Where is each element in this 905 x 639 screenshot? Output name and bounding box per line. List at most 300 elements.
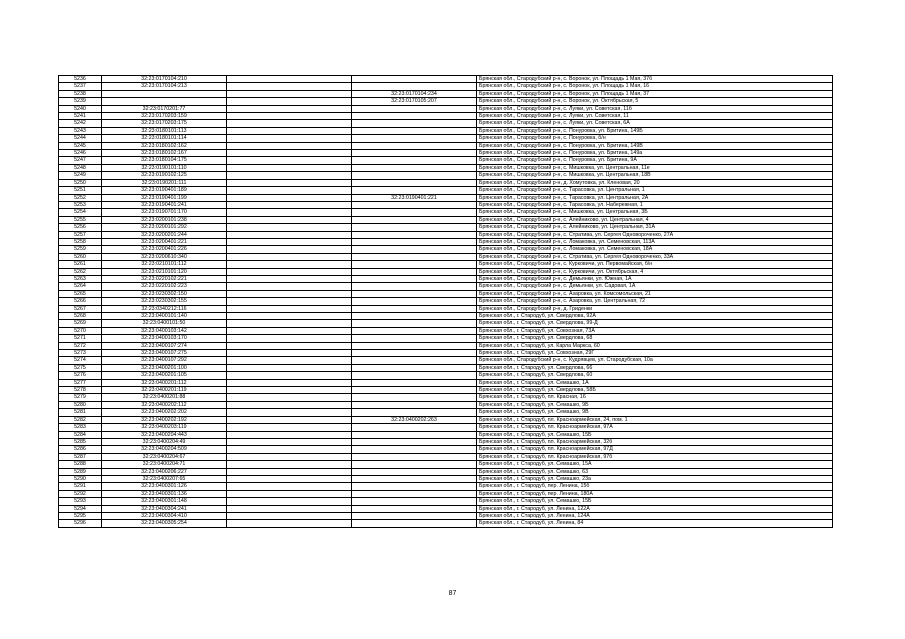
address-cell: Брянская обл., Стародубский р-н, с. Понуровка, ул. Бритина, 149В — [477, 142, 833, 149]
address-cell: Брянская обл., Стародубский р-н, с. Понуровка, ул. Бритина, 149а — [477, 150, 833, 157]
cadastral-number-cell: 32:23:0400301:126 — [102, 483, 227, 490]
table-row — [59, 83, 833, 90]
empty-cell — [227, 394, 352, 401]
empty-cell — [227, 401, 352, 408]
address-cell: Брянская обл., г. Стародуб, ул. Ленина, 84 — [477, 520, 833, 527]
table-row — [59, 313, 833, 320]
cadastral-number-cell: 32:23:0400204:49 — [102, 438, 227, 445]
cadastral-number-cell: 32:23:0400201:119 — [102, 387, 227, 394]
cadastral-number-cell: 32:23:0400103:142 — [102, 327, 227, 334]
table-row — [59, 350, 833, 357]
cadastral-number-cell: 32:23:0400204:71 — [102, 461, 227, 468]
address-cell: Брянская обл., Стародубский р-н, с. Ломаковка, ул. Семеновская, 18А — [477, 246, 833, 253]
address-cell: Брянская обл., Стародубский р-н, с. Воронок, ул. Октябрьская, 5 — [477, 98, 833, 105]
empty-cell — [227, 246, 352, 253]
address-cell: Брянская обл., Стародубский р-н, с. Азаровка, ул. Центральная, 72 — [477, 298, 833, 305]
cadastral-number-cell: 32:23:0190401:199 — [102, 194, 227, 201]
address-cell: Брянская обл., г. Стародуб, ул. Семашко, 9В — [477, 409, 833, 416]
table-row — [59, 179, 833, 186]
linked-cadastral-cell — [352, 83, 477, 90]
address-cell: Брянская обл., Стародубский р-н, с. Воронок, ул. Площадь 1 Мая, 16 — [477, 83, 833, 90]
linked-cadastral-cell — [352, 505, 477, 512]
empty-cell — [227, 409, 352, 416]
table-row — [59, 379, 833, 386]
linked-cadastral-cell — [352, 483, 477, 490]
empty-cell — [227, 475, 352, 482]
row-number-cell: 5284 — [59, 431, 102, 438]
linked-cadastral-cell — [352, 490, 477, 497]
table-row — [59, 446, 833, 453]
row-number-cell: 5252 — [59, 194, 102, 201]
linked-cadastral-cell: 32:23:0170105:207 — [352, 98, 477, 105]
linked-cadastral-cell — [352, 409, 477, 416]
row-number-cell: 5243 — [59, 127, 102, 134]
cadastral-number-cell: 32:23:0200101:238 — [102, 216, 227, 223]
empty-cell — [227, 438, 352, 445]
linked-cadastral-cell — [352, 164, 477, 171]
row-number-cell: 5244 — [59, 135, 102, 142]
empty-cell — [227, 261, 352, 268]
row-number-cell: 5257 — [59, 231, 102, 238]
row-number-cell: 5271 — [59, 335, 102, 342]
row-number-cell: 5279 — [59, 394, 102, 401]
table-row — [59, 142, 833, 149]
table-row — [59, 305, 833, 312]
registry-table-body — [59, 76, 833, 528]
table-row — [59, 409, 833, 416]
row-number-cell: 5295 — [59, 512, 102, 519]
empty-cell — [227, 142, 352, 149]
row-number-cell: 5264 — [59, 283, 102, 290]
empty-cell — [227, 468, 352, 475]
row-number-cell: 5265 — [59, 290, 102, 297]
address-cell: Брянская обл., г. Стародуб, пл. Красноармейская, 97А — [477, 424, 833, 431]
empty-cell — [227, 342, 352, 349]
row-number-cell: 5280 — [59, 401, 102, 408]
cadastral-number-cell: 32:23:0400305:254 — [102, 520, 227, 527]
empty-cell — [227, 327, 352, 334]
address-cell: Брянская обл., Стародубский р-н, с. Кудрявцев, ул. Стародубская, 10а — [477, 357, 833, 364]
address-cell: Брянская обл., г. Стародуб, ул. Свердлова, 68 — [477, 335, 833, 342]
linked-cadastral-cell — [352, 401, 477, 408]
address-cell: Брянская обл., Стародубский р-н, с. Стратива, ул. Сергея Одновороченко, 27А — [477, 231, 833, 238]
row-number-cell: 5249 — [59, 172, 102, 179]
linked-cadastral-cell — [352, 275, 477, 282]
row-number-cell: 5238 — [59, 90, 102, 97]
address-cell: Брянская обл., г. Стародуб, ул. Свердлова, 58Б — [477, 387, 833, 394]
linked-cadastral-cell — [352, 394, 477, 401]
address-cell: Брянская обл., г. Стародуб, ул. Свердлова, 60 — [477, 372, 833, 379]
table-row — [59, 127, 833, 134]
row-number-cell: 5278 — [59, 387, 102, 394]
linked-cadastral-cell — [352, 335, 477, 342]
address-cell: Брянская обл., Стародубский р-н, с. Тарасовка, ул. Центральная, 2А — [477, 194, 833, 201]
address-cell: Брянская обл., Стародубский р-н, с. Стратива, ул. Сергея Одновороченко, 33А — [477, 253, 833, 260]
address-cell: Брянская обл., Стародубский р-н, д. Гриденки — [477, 305, 833, 312]
address-cell: Брянская обл., Стародубский р-н, с. Воронок, ул. Площадь 1 Мая, 37 — [477, 90, 833, 97]
cadastral-number-cell: 32:23:0340212:116 — [102, 305, 227, 312]
empty-cell — [227, 201, 352, 208]
row-number-cell: 5283 — [59, 424, 102, 431]
empty-cell — [227, 350, 352, 357]
row-number-cell: 5266 — [59, 298, 102, 305]
cadastral-number-cell: 32:23:0200401:226 — [102, 246, 227, 253]
address-cell: Брянская обл., Стародубский р-н, с. Курковичи, ул. Первомайская, б/н — [477, 261, 833, 268]
row-number-cell: 5255 — [59, 216, 102, 223]
address-cell: Брянская обл., Стародубский р-н, с. Демьянки, ул. Южная, 1А — [477, 275, 833, 282]
empty-cell — [227, 483, 352, 490]
linked-cadastral-cell — [352, 209, 477, 216]
table-row — [59, 172, 833, 179]
linked-cadastral-cell — [352, 135, 477, 142]
cadastral-number-cell: 32:23:0400202:192 — [102, 416, 227, 423]
address-cell: Брянская обл., Стародубский р-н, с. Тарасовка, ул. Центральная, 1 — [477, 187, 833, 194]
cadastral-number-cell — [102, 90, 227, 97]
table-row — [59, 505, 833, 512]
row-number-cell: 5285 — [59, 438, 102, 445]
row-number-cell: 5272 — [59, 342, 102, 349]
row-number-cell: 5248 — [59, 164, 102, 171]
cadastral-number-cell: 32:23:0400107:274 — [102, 342, 227, 349]
address-cell: Брянская обл., Стародубский р-н, с. Курковичи, ул. Октябрьская, 4 — [477, 268, 833, 275]
cadastral-number-cell: 32:23:0170201:77 — [102, 105, 227, 112]
cadastral-number-cell: 32:23:0190401:189 — [102, 187, 227, 194]
cadastral-number-cell: 32:23:0400202:202 — [102, 409, 227, 416]
linked-cadastral-cell — [352, 431, 477, 438]
empty-cell — [227, 498, 352, 505]
row-number-cell: 5276 — [59, 372, 102, 379]
row-number-cell: 5236 — [59, 76, 102, 83]
table-row — [59, 461, 833, 468]
linked-cadastral-cell — [352, 127, 477, 134]
row-number-cell: 5242 — [59, 120, 102, 127]
empty-cell — [227, 490, 352, 497]
cadastral-number-cell: 32:23:0180102:162 — [102, 142, 227, 149]
row-number-cell: 5293 — [59, 498, 102, 505]
address-cell: Брянская обл., г. Стародуб, ул. Свердлова, 99-Д — [477, 320, 833, 327]
table-row — [59, 261, 833, 268]
cadastral-number-cell: 32:23:0190401:241 — [102, 201, 227, 208]
linked-cadastral-cell: 32:23:0400202:263 — [352, 416, 477, 423]
table-row — [59, 246, 833, 253]
linked-cadastral-cell — [352, 150, 477, 157]
empty-cell — [227, 505, 352, 512]
cadastral-number-cell: 32:23:0210101:120 — [102, 268, 227, 275]
table-row — [59, 520, 833, 527]
table-row — [59, 483, 833, 490]
row-number-cell: 5274 — [59, 357, 102, 364]
empty-cell — [227, 320, 352, 327]
address-cell: Брянская обл., г. Стародуб, ул. Ленина, 122А — [477, 505, 833, 512]
address-cell: Брянская обл., г. Стародуб, ул. Семашко, 15А — [477, 461, 833, 468]
table-row — [59, 120, 833, 127]
linked-cadastral-cell — [352, 201, 477, 208]
linked-cadastral-cell — [352, 342, 477, 349]
linked-cadastral-cell — [352, 253, 477, 260]
empty-cell — [227, 135, 352, 142]
linked-cadastral-cell — [352, 120, 477, 127]
table-row — [59, 105, 833, 112]
row-number-cell: 5275 — [59, 364, 102, 371]
row-number-cell: 5263 — [59, 275, 102, 282]
address-cell: Брянская обл., Стародубский р-н, с. Воронок, ул. Площадь 1 Мая, 37б — [477, 76, 833, 83]
empty-cell — [227, 512, 352, 519]
address-cell: Брянская обл., Стародубский р-н, с. Азаровка, ул. Комсомольская, 21 — [477, 290, 833, 297]
empty-cell — [227, 520, 352, 527]
empty-cell — [227, 113, 352, 120]
table-row — [59, 135, 833, 142]
row-number-cell: 5294 — [59, 505, 102, 512]
table-row — [59, 90, 833, 97]
table-row — [59, 372, 833, 379]
table-row — [59, 327, 833, 334]
table-row — [59, 150, 833, 157]
empty-cell — [227, 216, 352, 223]
table-row — [59, 320, 833, 327]
row-number-cell: 5261 — [59, 261, 102, 268]
page-number: 87 — [448, 590, 457, 597]
row-number-cell: 5260 — [59, 253, 102, 260]
linked-cadastral-cell — [352, 231, 477, 238]
linked-cadastral-cell — [352, 261, 477, 268]
table-row — [59, 335, 833, 342]
linked-cadastral-cell — [352, 179, 477, 186]
table-row — [59, 268, 833, 275]
cadastral-number-cell: 32:23:0400103:170 — [102, 335, 227, 342]
linked-cadastral-cell — [352, 461, 477, 468]
empty-cell — [227, 387, 352, 394]
address-cell: Брянская обл., Стародубский р-н, с. Луяки, ул. Советская, 11б — [477, 105, 833, 112]
empty-cell — [227, 357, 352, 364]
table-row — [59, 224, 833, 231]
empty-cell — [227, 461, 352, 468]
linked-cadastral-cell — [352, 246, 477, 253]
address-cell: Брянская обл., г. Стародуб, ул. Карла Маркса, 60 — [477, 342, 833, 349]
address-cell: Брянская обл., г. Стародуб, ул. Совхозная, 29Г — [477, 350, 833, 357]
address-cell: Брянская обл., г. Стародуб, ул. Семашко, 15Б — [477, 498, 833, 505]
cadastral-number-cell: 32:23:0170203:159 — [102, 113, 227, 120]
row-number-cell: 5250 — [59, 179, 102, 186]
linked-cadastral-cell — [352, 172, 477, 179]
empty-cell — [227, 283, 352, 290]
cadastral-number-cell: 32:23:0170203:175 — [102, 120, 227, 127]
cadastral-number-cell: 32:23:0400206:227 — [102, 468, 227, 475]
row-number-cell: 5258 — [59, 238, 102, 245]
table-row — [59, 201, 833, 208]
row-number-cell: 5253 — [59, 201, 102, 208]
table-row — [59, 187, 833, 194]
linked-cadastral-cell — [352, 372, 477, 379]
address-cell: Брянская обл., Стародубский р-н, с. Алейниково, ул. Центральная, 4 — [477, 216, 833, 223]
table-row — [59, 98, 833, 105]
address-cell: Брянская обл., Стародубский р-н, с. Тарасовка, ул. Набережная, 1 — [477, 201, 833, 208]
cadastral-number-cell: 32:23:0190102:125 — [102, 172, 227, 179]
cadastral-number-cell: 32:23:0400107:275 — [102, 350, 227, 357]
address-cell: Брянская обл., г. Стародуб, пл. Красноармейская, 97Д — [477, 446, 833, 453]
empty-cell — [227, 76, 352, 83]
cadastral-number-cell: 32:23:0400201:100 — [102, 364, 227, 371]
empty-cell — [227, 298, 352, 305]
cadastral-number-cell: 32:23:0220102:223 — [102, 283, 227, 290]
address-cell: Брянская обл., г. Стародуб, ул. Семашко, 9Б — [477, 401, 833, 408]
linked-cadastral-cell — [352, 142, 477, 149]
empty-cell — [227, 120, 352, 127]
cadastral-number-cell: 32:23:0400107:292 — [102, 357, 227, 364]
row-number-cell: 5277 — [59, 379, 102, 386]
table-row — [59, 113, 833, 120]
address-cell: Брянская обл., г. Стародуб, ул. Семашко, 1А — [477, 379, 833, 386]
address-cell: Брянская обл., Стародубский р-н, с. Мишковка, ул. Центральная, 3Б — [477, 209, 833, 216]
cadastral-number-cell: 32:23:0180101:114 — [102, 135, 227, 142]
table-row — [59, 468, 833, 475]
row-number-cell: 5270 — [59, 327, 102, 334]
cadastral-number-cell: 32:23:0400201:88 — [102, 394, 227, 401]
linked-cadastral-cell — [352, 105, 477, 112]
row-number-cell: 5262 — [59, 268, 102, 275]
linked-cadastral-cell: 32:23:0190401:221 — [352, 194, 477, 201]
cadastral-number-cell: 32:23:0400301:136 — [102, 490, 227, 497]
empty-cell — [227, 446, 352, 453]
row-number-cell: 5254 — [59, 209, 102, 216]
address-cell: Брянская обл., Стародубский р-н, с. Понуровка, ул. Бритина, 9А — [477, 157, 833, 164]
empty-cell — [227, 150, 352, 157]
cadastral-number-cell: 32:23:0400201:105 — [102, 372, 227, 379]
address-cell: Брянская обл., Стародубский р-н, д. Хомутовка, ул. Кленовая, 20 — [477, 179, 833, 186]
row-number-cell: 5282 — [59, 416, 102, 423]
address-cell: Брянская обл., г. Стародуб, ул. Семашко, 63 — [477, 468, 833, 475]
linked-cadastral-cell — [352, 113, 477, 120]
row-number-cell: 5286 — [59, 446, 102, 453]
cadastral-number-cell: 32:23:0400101:140 — [102, 313, 227, 320]
cadastral-number-cell: 32:23:0400304:241 — [102, 505, 227, 512]
linked-cadastral-cell — [352, 313, 477, 320]
cadastral-number-cell: 32:23:0400204:443 — [102, 431, 227, 438]
cadastral-number-cell: 32:23:0220102:221 — [102, 275, 227, 282]
linked-cadastral-cell — [352, 216, 477, 223]
table-row — [59, 424, 833, 431]
empty-cell — [227, 416, 352, 423]
cadastral-number-cell: 32:23:0400202:112 — [102, 401, 227, 408]
empty-cell — [227, 290, 352, 297]
linked-cadastral-cell — [352, 187, 477, 194]
row-number-cell: 5269 — [59, 320, 102, 327]
row-number-cell: 5239 — [59, 98, 102, 105]
address-cell: Брянская обл., Стародубский р-н, с. Демьянки, ул. Садовая, 1А — [477, 283, 833, 290]
table-row — [59, 164, 833, 171]
cadastral-number-cell — [102, 98, 227, 105]
table-row — [59, 431, 833, 438]
empty-cell — [227, 424, 352, 431]
linked-cadastral-cell — [352, 387, 477, 394]
linked-cadastral-cell — [352, 283, 477, 290]
address-cell: Брянская обл., г. Стародуб, ул. Свердлова, 92А — [477, 313, 833, 320]
table-row — [59, 394, 833, 401]
empty-cell — [227, 83, 352, 90]
row-number-cell: 5240 — [59, 105, 102, 112]
address-cell: Брянская обл., Стародубский р-н, с. Луяки, ул. Советская, 6А — [477, 120, 833, 127]
address-cell: Брянская обл., г. Стародуб, ул. Совхозная, 73А — [477, 327, 833, 334]
cadastral-number-cell: 32:23:0200401:221 — [102, 238, 227, 245]
table-row — [59, 498, 833, 505]
table-row — [59, 387, 833, 394]
address-cell: Брянская обл., г. Стародуб, пер. Ленина, 180А — [477, 490, 833, 497]
linked-cadastral-cell — [352, 357, 477, 364]
empty-cell — [227, 231, 352, 238]
cadastral-number-cell: 32:23:0400301:148 — [102, 498, 227, 505]
cadastral-number-cell: 32:23:0190201:111 — [102, 179, 227, 186]
row-number-cell: 5296 — [59, 520, 102, 527]
linked-cadastral-cell — [352, 498, 477, 505]
empty-cell — [227, 90, 352, 97]
empty-cell — [227, 98, 352, 105]
address-cell: Брянская обл., г. Стародуб, ул. Семашко, 15Б — [477, 431, 833, 438]
cadastral-number-cell: 32:23:0200101:292 — [102, 224, 227, 231]
cadastral-number-cell: 32:23:0400101:50 — [102, 320, 227, 327]
cadastral-number-cell: 32:23:0400201:112 — [102, 379, 227, 386]
cadastral-number-cell: 32:23:0190101:110 — [102, 164, 227, 171]
table-row — [59, 416, 833, 423]
linked-cadastral-cell — [352, 157, 477, 164]
linked-cadastral-cell — [352, 320, 477, 327]
address-cell: Брянская обл., г. Стародуб, пл. Красноармейская, 97б — [477, 453, 833, 460]
address-cell: Брянская обл., Стародубский р-н, с. Мишковка, ул. Центральная, 11е — [477, 164, 833, 171]
address-cell: Брянская обл., г. Стародуб, пл. Красноармейская, 32б — [477, 438, 833, 445]
linked-cadastral-cell — [352, 305, 477, 312]
row-number-cell: 5246 — [59, 150, 102, 157]
row-number-cell: 5247 — [59, 157, 102, 164]
linked-cadastral-cell — [352, 290, 477, 297]
table-row — [59, 357, 833, 364]
table-row — [59, 76, 833, 83]
address-cell: Брянская обл., Стародубский р-н, с. Понуровка, ул. Бритина, 149Б — [477, 127, 833, 134]
linked-cadastral-cell — [352, 364, 477, 371]
row-number-cell: 5251 — [59, 187, 102, 194]
empty-cell — [227, 305, 352, 312]
empty-cell — [227, 172, 352, 179]
row-number-cell: 5267 — [59, 305, 102, 312]
empty-cell — [227, 194, 352, 201]
linked-cadastral-cell — [352, 446, 477, 453]
linked-cadastral-cell — [352, 468, 477, 475]
cadastral-number-cell: 32:23:0180104:175 — [102, 157, 227, 164]
cadastral-number-cell: 32:23:0230302:155 — [102, 298, 227, 305]
cadastral-number-cell: 32:23:0170104:213 — [102, 83, 227, 90]
linked-cadastral-cell — [352, 350, 477, 357]
table-row — [59, 275, 833, 282]
cadastral-number-cell: 32:23:0170104:210 — [102, 76, 227, 83]
table-row — [59, 209, 833, 216]
linked-cadastral-cell — [352, 453, 477, 460]
linked-cadastral-cell — [352, 438, 477, 445]
row-number-cell: 5259 — [59, 246, 102, 253]
empty-cell — [227, 453, 352, 460]
row-number-cell: 5287 — [59, 453, 102, 460]
row-number-cell: 5268 — [59, 313, 102, 320]
cadastral-number-cell: 32:23:0400304:410 — [102, 512, 227, 519]
empty-cell — [227, 431, 352, 438]
linked-cadastral-cell — [352, 424, 477, 431]
table-row — [59, 157, 833, 164]
linked-cadastral-cell — [352, 298, 477, 305]
empty-cell — [227, 372, 352, 379]
empty-cell — [227, 187, 352, 194]
table-row — [59, 475, 833, 482]
linked-cadastral-cell — [352, 268, 477, 275]
cadastral-number-cell: 32:23:0400203:119 — [102, 424, 227, 431]
table-row — [59, 216, 833, 223]
empty-cell — [227, 127, 352, 134]
linked-cadastral-cell — [352, 512, 477, 519]
